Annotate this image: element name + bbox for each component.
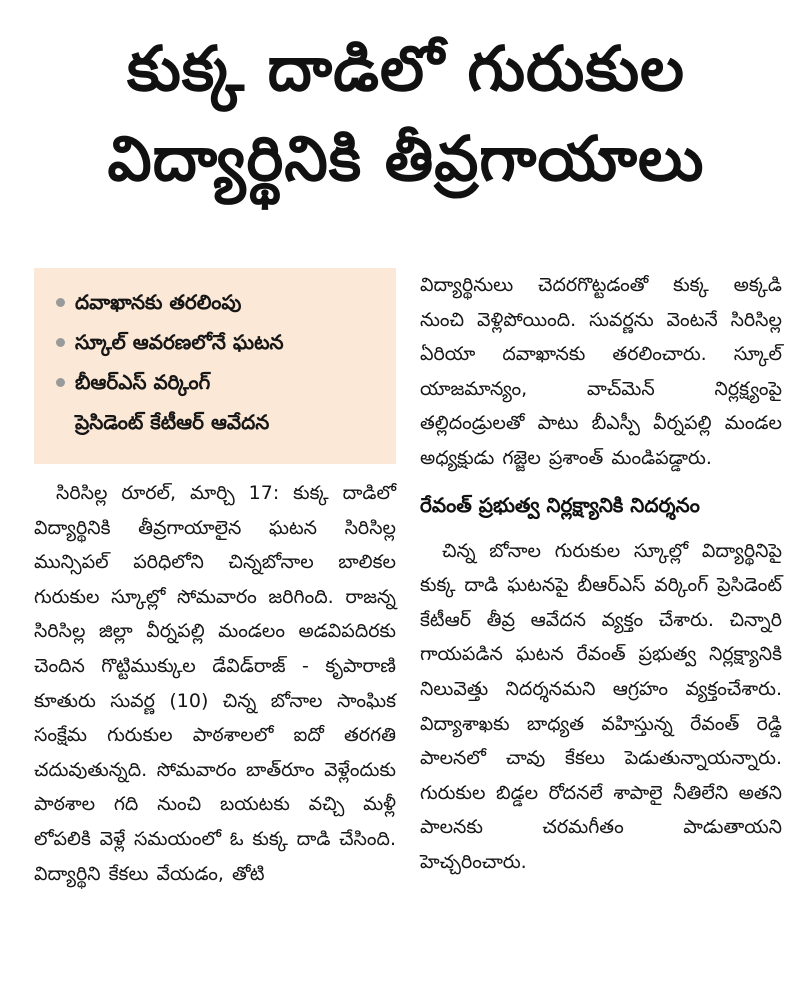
highlight-item-continued: ప్రెసిడెంట్ కేటీఆర్ ఆవేదన: [75, 410, 270, 434]
bullet-icon: [56, 338, 65, 347]
left-column: [34, 268, 396, 891]
bullet-icon: [56, 298, 65, 307]
article-paragraph: విద్యార్థినులు చెదరగొట్టడంతో కుక్క అక్కడి నుంచి వెళ్లిపోయింది. సువర్ణను వెంటనే సిరిసిల్ల ఏరియా దవాఖానకు తరలించారు. స్కూల్ యాజమాన్యం, వాచ్‌మెన్ నిర్లక్ష్యంపై తల్లిదండ్రులతో పాటు బీఎస్పీ వీర్నపల్లి మండల అధ్యక్షుడు గజ్జెల ప్రశాంత్ మండిపడ్డారు.: [420, 274, 782, 469]
right-column: [420, 268, 782, 880]
highlight-item: స్కూల్ ఆవరణలోనే ఘటన: [56, 322, 382, 362]
article-lead-paragraph: సిరిసిల్ల రూరల్, మార్చి 17: కుక్క దాడిలో విద్యార్థినికి తీవ్రగాయాలైన ఘటన సిరిసిల్ల మున్సిపల్ పరిధిలోని చిన్నబోనాల బాలికల గురుకుల స్కూల్లో సోమవారం జరిగింది. రాజన్న సిరిసిల్ల జిల్లా వీర్నపల్లి మండలం అడవిపదిరకు చెందిన గొట్టిముక్కుల డేవిడ్‌రాజ్ - కృపారాణి కూతురు సువర్ణ (10) చిన్న బోనాల సాంఘిక సంక్షేమ గురుకుల పాఠశాలలో ఐదో తరగతి చదువుతున్నది. సోమవారం బాత్‌రూం వెళ్లేందుకు పాఠశాల గది నుంచి బయటకు వచ్చి మళ్లీ లోపలికి వెళ్లే సమయంలో ఓ కుక్క దాడి చేసింది. విద్యార్థిని కేకలు వేయడం, తోటి: [34, 482, 396, 885]
bullet-icon: [56, 378, 65, 387]
highlight-item: దవాఖానకు తరలింపు: [56, 282, 382, 322]
highlights-box: [34, 268, 396, 464]
headline: [34, 0, 778, 204]
subheading: రేవంత్ ప్రభుత్వ నిర్లక్ష్యానికి నిదర్శనం: [420, 492, 700, 517]
article-columns: [34, 268, 782, 1008]
headline-line-1: కుక్క దాడిలో గురుకుల: [126, 32, 686, 105]
article-paragraph: చిన్న బోనాల గురుకుల స్కూల్లో విద్యార్థినిపై కుక్క దాడి ఘటనపై బీఆర్ఎస్ వర్కింగ్ ప్రెసిడెంట్ కేటీఆర్ తీవ్ర ఆవేదన వ్యక్తం చేశారు. చిన్నారి గాయపడిన ఘటన రేవంత్ ప్రభుత్వ నిర్లక్ష్యానికి నిలువెత్తు నిదర్శనమని ఆగ్రహం వ్యక్తంచేశారు. విద్యాశాఖకు బాధ్యత వహిస్తున్న రేవంత్ రెడ్డి పాలనలో చావు కేకలు పెడుతున్నాయన్నారు. గురుకుల బిడ్డల రోదనలే శాపాలై నీతిలేని అతని పాలనకు చరమగీతం పాడుతాయని హెచ్చరించారు.: [420, 539, 782, 873]
highlight-item: బీఆర్ఎస్ వర్కింగ్: [56, 362, 382, 402]
headline-line-2: విద్యార్థినికి తీవ్రగాయాలు: [107, 122, 705, 195]
